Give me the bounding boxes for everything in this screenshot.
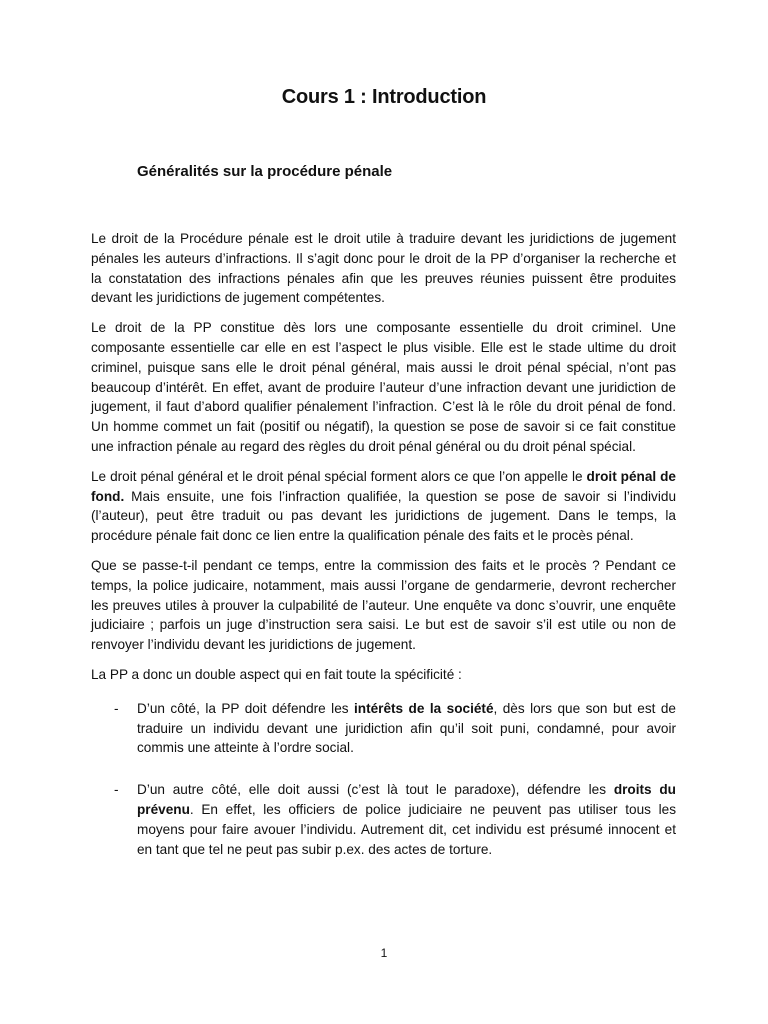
bullet-item-1	[91, 699, 676, 758]
bullet-2-text-2: . En effet, les officiers de police judiciaire ne peuvent pas utiliser tous les moyens pour faire avouer l’individu. Autrement dit, cet individu est présumé innocent et en tant que tel ne peut pas subir p.ex. des actes de torture.	[137, 801, 676, 857]
bullet-2-text-1: D’un autre côté, elle doit aussi (c’est là tout le paradoxe), défendre les	[137, 782, 614, 798]
paragraph-3-bold-1: droit pénal de fond.	[91, 468, 676, 504]
page-title: Cours 1 : Introduction	[281, 86, 487, 108]
paragraph-5: La PP a donc un double aspect qui en fait toute la spécificité :	[91, 666, 462, 682]
bullet-1-text-2: , dès lors que son but est de traduire un individu devant une juridiction afin qu’il soit puni, condamné, pour avoir commis une atteinte à l’ordre social.	[137, 700, 676, 756]
page-number: 1	[380, 946, 388, 960]
paragraph-1: Le droit de la Procédure pénale est le droit utile à traduire devant les juridictions de jugement pénales les auteurs d’infractions. Il s’agit donc pour le droit de la PP d’organiser la recherche et la constatation des infractions pénales afin que les preuves réunies puissent être produites devant les juridictions de jugement compétentes.	[91, 231, 676, 306]
paragraph-3-text-2: Mais ensuite, une fois l’infraction qualifiée, la question se pose de savoir si l’individu (l’auteur), peut être traduit ou pas devant les juridictions de jugement. Dans le temps, la procédure pénale fait donc ce lien entre la qualification pénale des faits et le procès pénal.	[91, 488, 676, 544]
bullet-item-2	[91, 780, 676, 859]
paragraph-4: Que se passe-t-il pendant ce temps, entre la commission des faits et le procès ? Pendant ce temps, la police judicaire, notamment, mais aussi l’organe de gendarmerie, devront rechercher les preuves utiles à prouver la culpabilité de l’auteur. Une enquête va donc s’ouvrir, une enquête judiciaire ; parfois un juge d’instruction sera saisi. Le but est de savoir s’il est utile ou non de renvoyer l’individu devant les juridictions de jugement.	[91, 557, 676, 653]
paragraph-2: Le droit de la PP constitue dès lors une composante essentielle du droit criminel. Une composante essentielle car elle en est l’aspect le plus visible. Elle est le stade ultime du droit criminel, puisque sans elle le droit pénal général, mais aussi le droit pénal spécial, n’ont pas beaucoup d’intérêt. En effet, avant de produire l’auteur d’une infraction devant une juridiction de jugement, il faut d’abord qualifier pénalement l’infraction. C’est là le rôle du droit pénal de fond. Un homme commet un fait (positif ou négatif), la question se pose de savoir si ce fait constitue une infraction pénale au regard des règles du droit pénal général ou du droit pénal spécial.	[91, 320, 676, 454]
bullet-dash: -	[114, 700, 119, 716]
bullet-1-bold-1: intérêts de la société	[354, 700, 494, 716]
bullet-dash: -	[114, 782, 119, 798]
document-body	[91, 229, 676, 881]
bullet-2-bold-1: droits du prévenu	[137, 782, 676, 817]
section-heading: Généralités sur la procédure pénale	[137, 163, 393, 180]
paragraph-3	[91, 467, 676, 546]
paragraph-3-text-1: Le droit pénal général et le droit pénal spécial forment alors ce que l’on appelle le	[91, 468, 587, 484]
bullet-1-text-1: D’un côté, la PP doit défendre les	[137, 700, 354, 716]
